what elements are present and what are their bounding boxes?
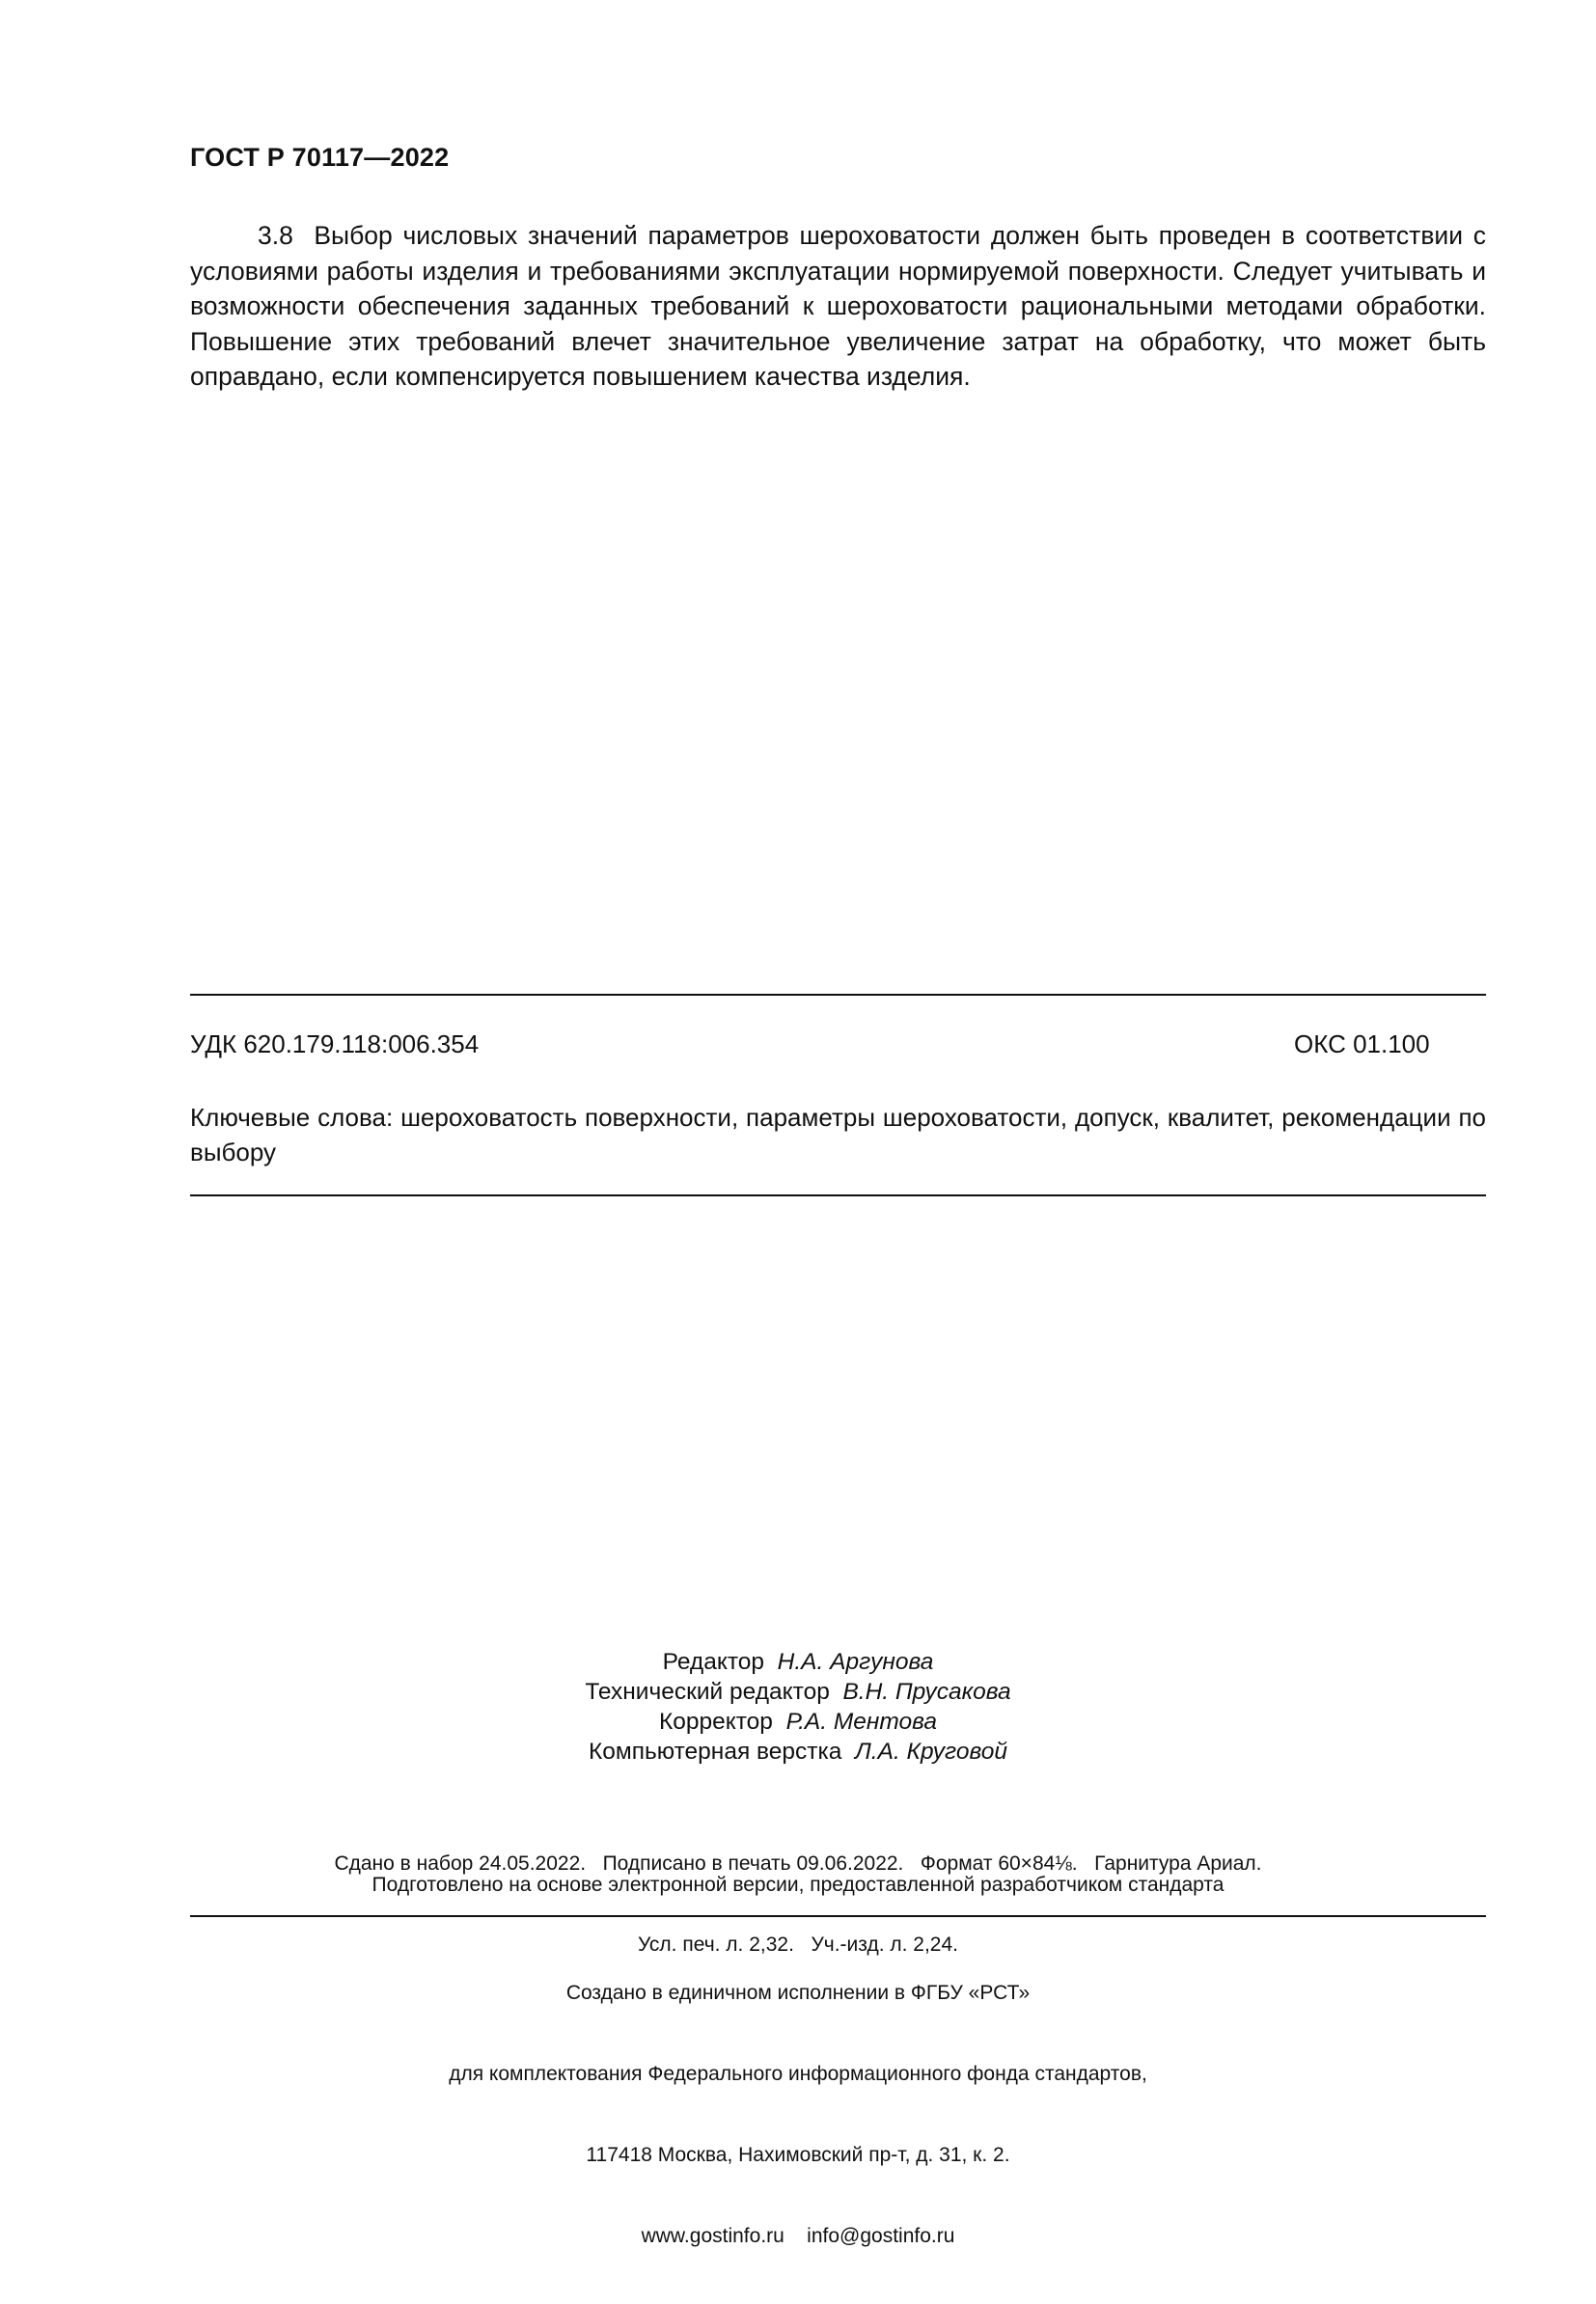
divider-top: [190, 994, 1486, 996]
prepared-note: Подготовлено на основе электронной версии, предоставленной разработчиком стандарта: [371, 1874, 1225, 1896]
imprint-line-2: Усл. печ. л. 2,32. Уч.-изд. л. 2,24.: [637, 1934, 958, 1956]
credit-layout: Компьютерная верстка Л.А. Круговой: [588, 1739, 1007, 1765]
keywords: Ключевые слова: шероховатость поверхности, параметры шероховатости, допуск, квалитет, рекомендации по выбору: [190, 1103, 1486, 1166]
credit-editor: Редактор Н.А. Аргунова: [662, 1649, 934, 1675]
divider-middle: [190, 1194, 1486, 1196]
publisher-block: [0, 1926, 1596, 2304]
publisher-line-3: 117418 Москва, Нахимовский пр-т, д. 31, к. 2.: [586, 2144, 1010, 2166]
publisher-line-2: для комплектования Федерального информационного фонда стандартов,: [449, 2063, 1147, 2085]
section-text: Выбор числовых значений параметров шероховатости должен быть проведен в соответствии с условиями работы изделия и требованиями эксплуатации нормируемой поверхности. Следует учитывать и возможности обеспечения заданных требований к шероховатости рациональными методами обработки. Повышение этих требований влечет значительное увеличение затрат на обработку, что может быть оправдано, если компенсируется повышением качества изделия.: [190, 221, 1487, 391]
credit-tech-editor: Технический редактор В.Н. Прусакова: [585, 1679, 1011, 1705]
divider-bottom: [190, 1915, 1486, 1917]
imprint-line-1: Сдано в набор 24.05.2022. Подписано в печать 09.06.2022. Формат 60×84⅛. Гарнитура Ариал.: [334, 1852, 1262, 1875]
credits-block: [0, 1647, 1596, 1767]
publisher-contacts: www.gostinfo.ru info@gostinfo.ru: [641, 2225, 955, 2247]
section-paragraph: [190, 218, 1486, 395]
section-number: 3.8: [258, 221, 293, 250]
credit-proofreader: Корректор Р.А. Ментова: [658, 1709, 938, 1735]
standard-code: ГОСТ Р 70117—2022: [190, 143, 450, 172]
oks-code: ОКС 01.100: [1294, 1029, 1430, 1058]
udk-code: УДК 620.179.118:006.354: [190, 1029, 480, 1058]
publisher-line-1: Создано в единичном исполнении в ФГБУ «РСТ»: [565, 1982, 1031, 2004]
